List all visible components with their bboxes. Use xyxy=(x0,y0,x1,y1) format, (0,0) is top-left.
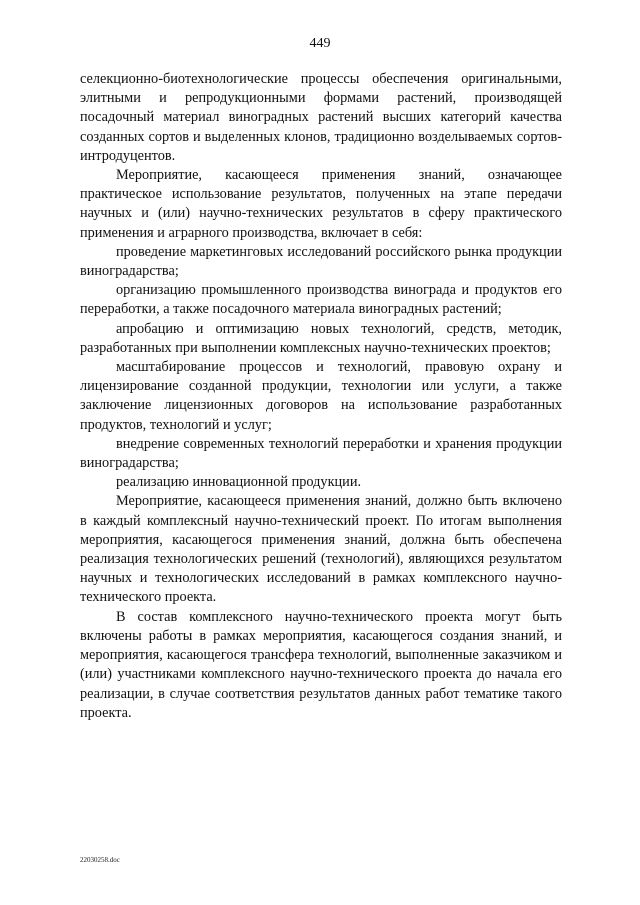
list-item: организацию промышленного производства винограда и продуктов его переработки, а также посадочного материала виноградных растений; xyxy=(80,282,562,318)
list-item: проведение маркетинговых исследований российского рынка продукции виноградарства; xyxy=(80,243,562,280)
paragraph: селекционно-биотехнологические процессы обеспечения оригинальными, элитными и репродукционными формами растений, производящей посадочный материал виноградных растений высших категорий качества созданных сортов и выделенных клонов, традиционно возделываемых сортов-интродуцентов. xyxy=(80,71,562,164)
list-item: апробацию и оптимизацию новых технологий, средств, методик, разработанных при выполнении комплексных научно-технических проектов; xyxy=(80,320,562,356)
body-text xyxy=(80,70,562,723)
page-number: 449 xyxy=(309,36,331,51)
list-item: внедрение современных технологий переработки и хранения продукции виноградарства; xyxy=(80,435,562,472)
paragraph: Мероприятие, касающееся применения знаний, означающее практическое использование результатов, полученных на этапе передачи научных и (или) научно-технических результатов в сферу практического применения и аграрного производства, включает в себя: xyxy=(80,167,562,241)
list-item: масштабирование процессов и технологий, правовую охрану и лицензирование созданной продукции, технологии или услуги, а также заключение лицензионных договоров на использование разработанных продуктов, технологий и услуг; xyxy=(80,359,562,433)
list-item: реализацию инновационной продукции. xyxy=(116,474,362,491)
document-footer: 22030258.doc xyxy=(80,856,120,864)
paragraph: В состав комплексного научно-технического проекта могут быть включены работы в рамках мероприятия, касающегося создания знаний, и мероприятия, касающегося трансфера технологий, выполненные заказчиком и (или) участниками комплексного научно-технического проекта до начала его реализации, в случае соответствия результатов данных работ тематике такого проекта. xyxy=(80,608,562,721)
paragraph: Мероприятие, касающееся применения знаний, должно быть включено в каждый комплексный научно-технический проект. По итогам выполнения мероприятия, касающегося применения знаний, должна быть обеспечена реализация технологических решений (технологий), являющихся результатом научных и технологических исследований в рамках комплексного научно-технического проекта. xyxy=(80,493,562,606)
